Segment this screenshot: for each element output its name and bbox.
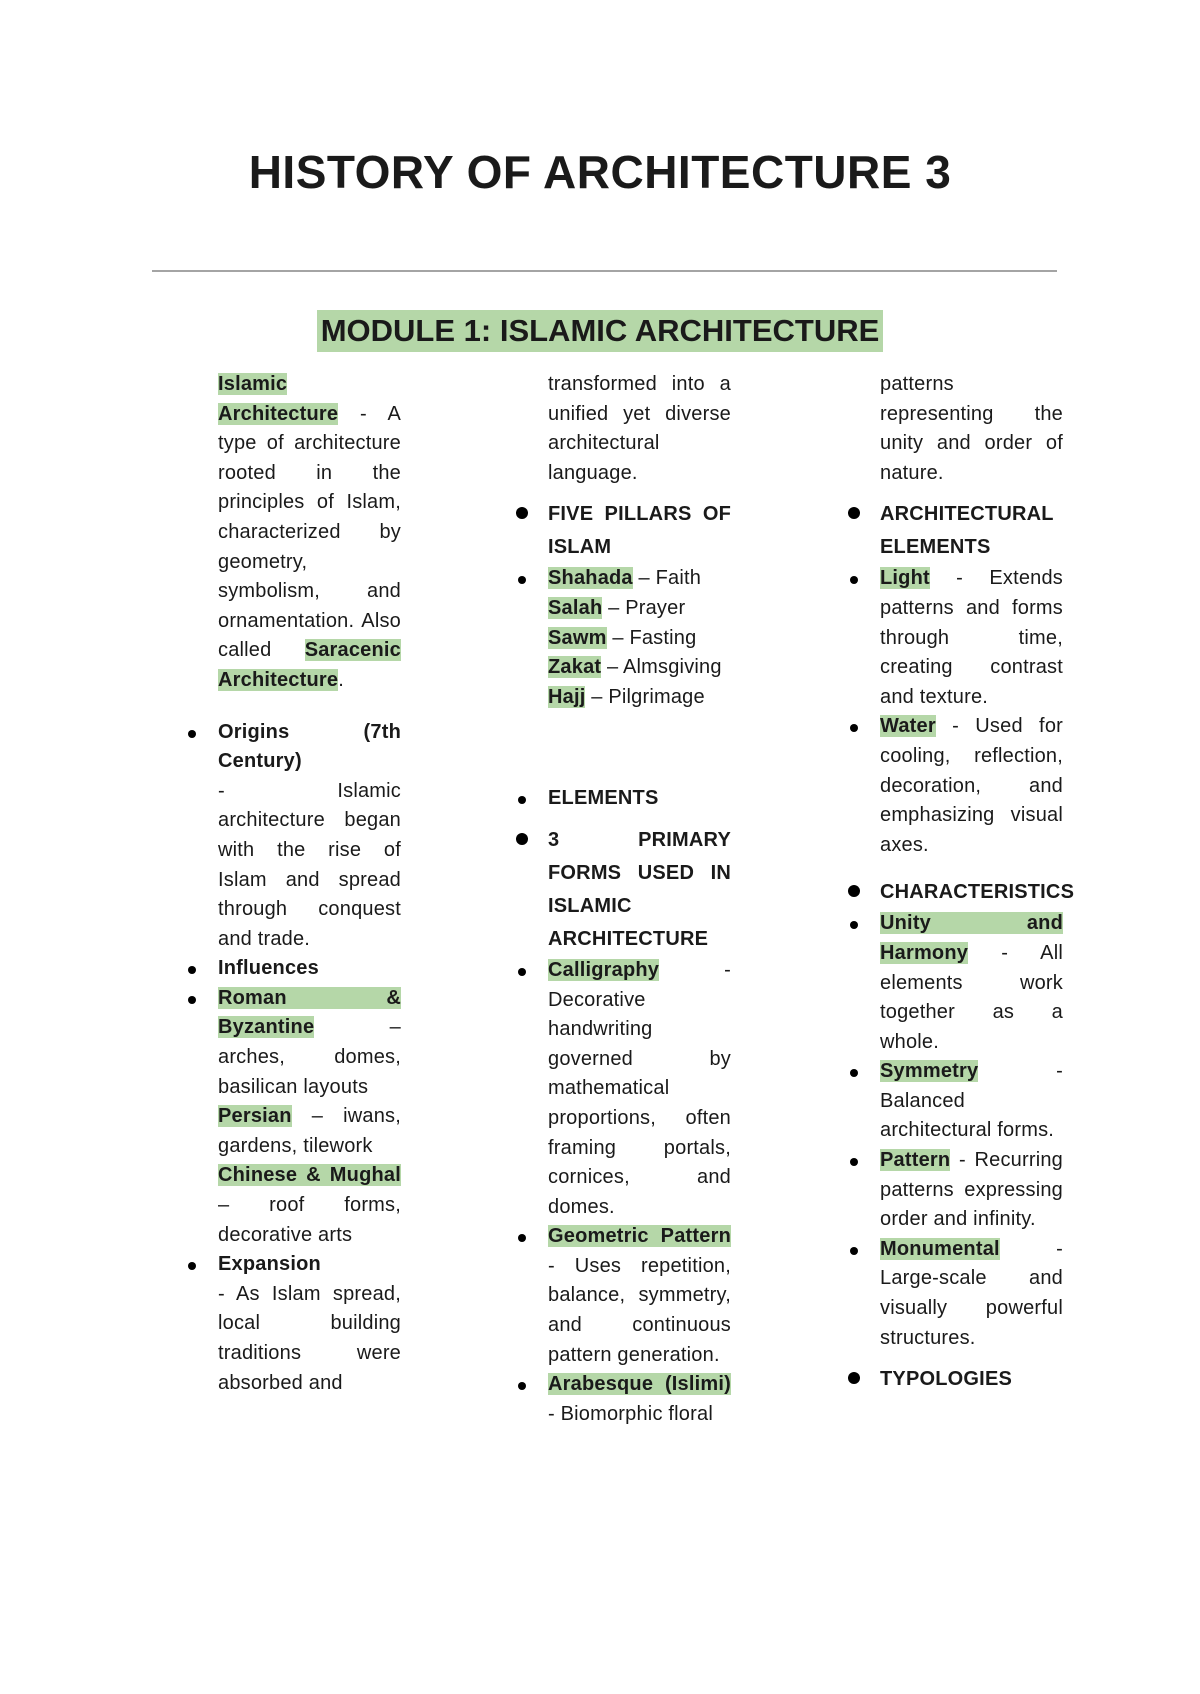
col2-list: [548, 498, 731, 712]
term-geometric-pattern: Geometric Pattern: [548, 1225, 731, 1248]
arabesque-text: - Biomorphic floral: [548, 1402, 713, 1425]
origins-label: Origins (7th Century): [218, 720, 401, 773]
light-text: - Extends patterns and forms through time, creating contrast and texture.: [880, 567, 1063, 708]
term-persian: Persian: [218, 1105, 292, 1128]
term-monumental: Monumental: [880, 1237, 1000, 1260]
module-title: MODULE 1: ISLAMIC ARCHITECTURE: [317, 310, 884, 352]
term-symmetry: Symmetry: [880, 1060, 979, 1083]
symmetry-text: - Balanced architectural forms.: [880, 1060, 1063, 1142]
unity-text: - All elements work together as a whole.: [880, 941, 1063, 1053]
term-roman-byzantine: Roman & Byzantine: [218, 986, 401, 1039]
list-item-monumental: [880, 1235, 1063, 1353]
col2-list-elements: [548, 784, 731, 1429]
heading-characteristics: CHARACTERISTICS: [880, 876, 1063, 909]
col2-continued-text: transformed into a unified yet diverse architectural language.: [548, 373, 731, 484]
term-arabesque: Arabesque (Islimi): [548, 1373, 731, 1396]
monumental-text: - Large-scale and visually powerful structures.: [880, 1237, 1063, 1349]
term-saracenic-architecture: Saracenic Architecture: [218, 639, 401, 691]
term-islamic-architecture: Islamic Architecture: [218, 373, 339, 425]
term-shahada: Shahada: [548, 567, 633, 590]
list-item-origins: [218, 718, 401, 955]
term-zakat: Zakat: [548, 656, 602, 679]
zakat-text: – Almsgiving: [601, 656, 722, 679]
sawm-text: – Fasting: [606, 626, 697, 649]
expansion-label: Expansion: [218, 1253, 321, 1276]
list-item-influences: [218, 954, 401, 984]
term-hajj: Hajj: [548, 685, 586, 708]
horizontal-rule: [152, 270, 1057, 272]
term-water: Water: [880, 715, 936, 738]
list-item-expansion: [218, 1250, 401, 1398]
heading-architectural-elements: ARCHITECTURAL ELEMENTS: [880, 498, 1063, 564]
heading-elements: ELEMENTS: [548, 784, 731, 814]
geometric-text: - Uses repetition, balance, symmetry, and continuous pattern generation.: [548, 1254, 731, 1366]
list-item-light: [880, 564, 1063, 712]
heading-five-pillars: FIVE PILLARS OF ISLAM: [548, 498, 731, 564]
list-item-water: [880, 712, 1063, 860]
term-calligraphy: Calligraphy: [548, 958, 660, 981]
heading-typologies: TYPOLOGIES: [880, 1363, 1063, 1396]
column-2: [548, 370, 731, 1429]
module-heading-wrap: [0, 310, 1200, 352]
influences-label: Influences: [218, 957, 319, 980]
term-pattern: Pattern: [880, 1149, 951, 1172]
chinese-text: – roof forms, decorative arts: [218, 1194, 401, 1246]
col3-list: [880, 498, 1075, 1396]
roman-text: – arches, domes, basilican layouts: [218, 1016, 401, 1098]
expansion-text: - As Islam spread, local building traditions were absorbed and: [218, 1282, 401, 1394]
term-salah: Salah: [548, 596, 603, 619]
list-item-pillars: [548, 564, 731, 712]
list-item-roman-byzantine: [218, 984, 401, 1250]
col3-continued-text: patterns representing the unity and order of nature.: [880, 373, 1063, 484]
term-sawm: Sawm: [548, 626, 607, 649]
term-light: Light: [880, 567, 930, 590]
salah-text: – Prayer: [602, 596, 686, 619]
pattern-text: - Recurring patterns expressing order and infinity.: [880, 1149, 1063, 1231]
col1-list: [218, 718, 401, 1399]
list-item-geometric-pattern: [548, 1222, 731, 1370]
intro-text: - A type of architecture rooted in the principles of Islam, characterized by geometry, symbolism, and ornamentation. Also called: [218, 402, 401, 662]
water-text: - Used for cooling, reflection, decoration, and emphasizing visual axes.: [880, 715, 1063, 856]
document-title: HISTORY OF ARCHITECTURE 3: [248, 146, 952, 198]
list-item-unity-harmony: [880, 909, 1063, 1057]
list-item-calligraphy: [548, 956, 731, 1222]
shahada-text: – Faith: [632, 567, 702, 590]
column-3: [880, 370, 1075, 1396]
hajj-text: – Pilgrimage: [585, 685, 705, 708]
intro-paragraph: [218, 370, 401, 696]
term-unity-harmony: Unity and Harmony: [880, 912, 1063, 964]
persian-text: – iwans, gardens, tilework: [218, 1105, 401, 1157]
list-item-pattern: [880, 1146, 1063, 1235]
origins-text: - Islamic architecture began with the rise of Islam and spread through conquest and trade.: [218, 779, 401, 950]
list-item-symmetry: [880, 1057, 1063, 1146]
heading-primary-forms: 3 PRIMARY FORMS USED IN ISLAMIC ARCHITECTURE: [548, 824, 731, 956]
calligraphy-text: - Decorative handwriting governed by mathematical proportions, often framing portals, cornices, and domes.: [548, 958, 731, 1218]
list-item-arabesque: [548, 1370, 731, 1429]
term-chinese-mughal: Chinese & Mughal: [218, 1164, 401, 1187]
column-1: [218, 370, 401, 1398]
intro-end: .: [338, 668, 344, 691]
